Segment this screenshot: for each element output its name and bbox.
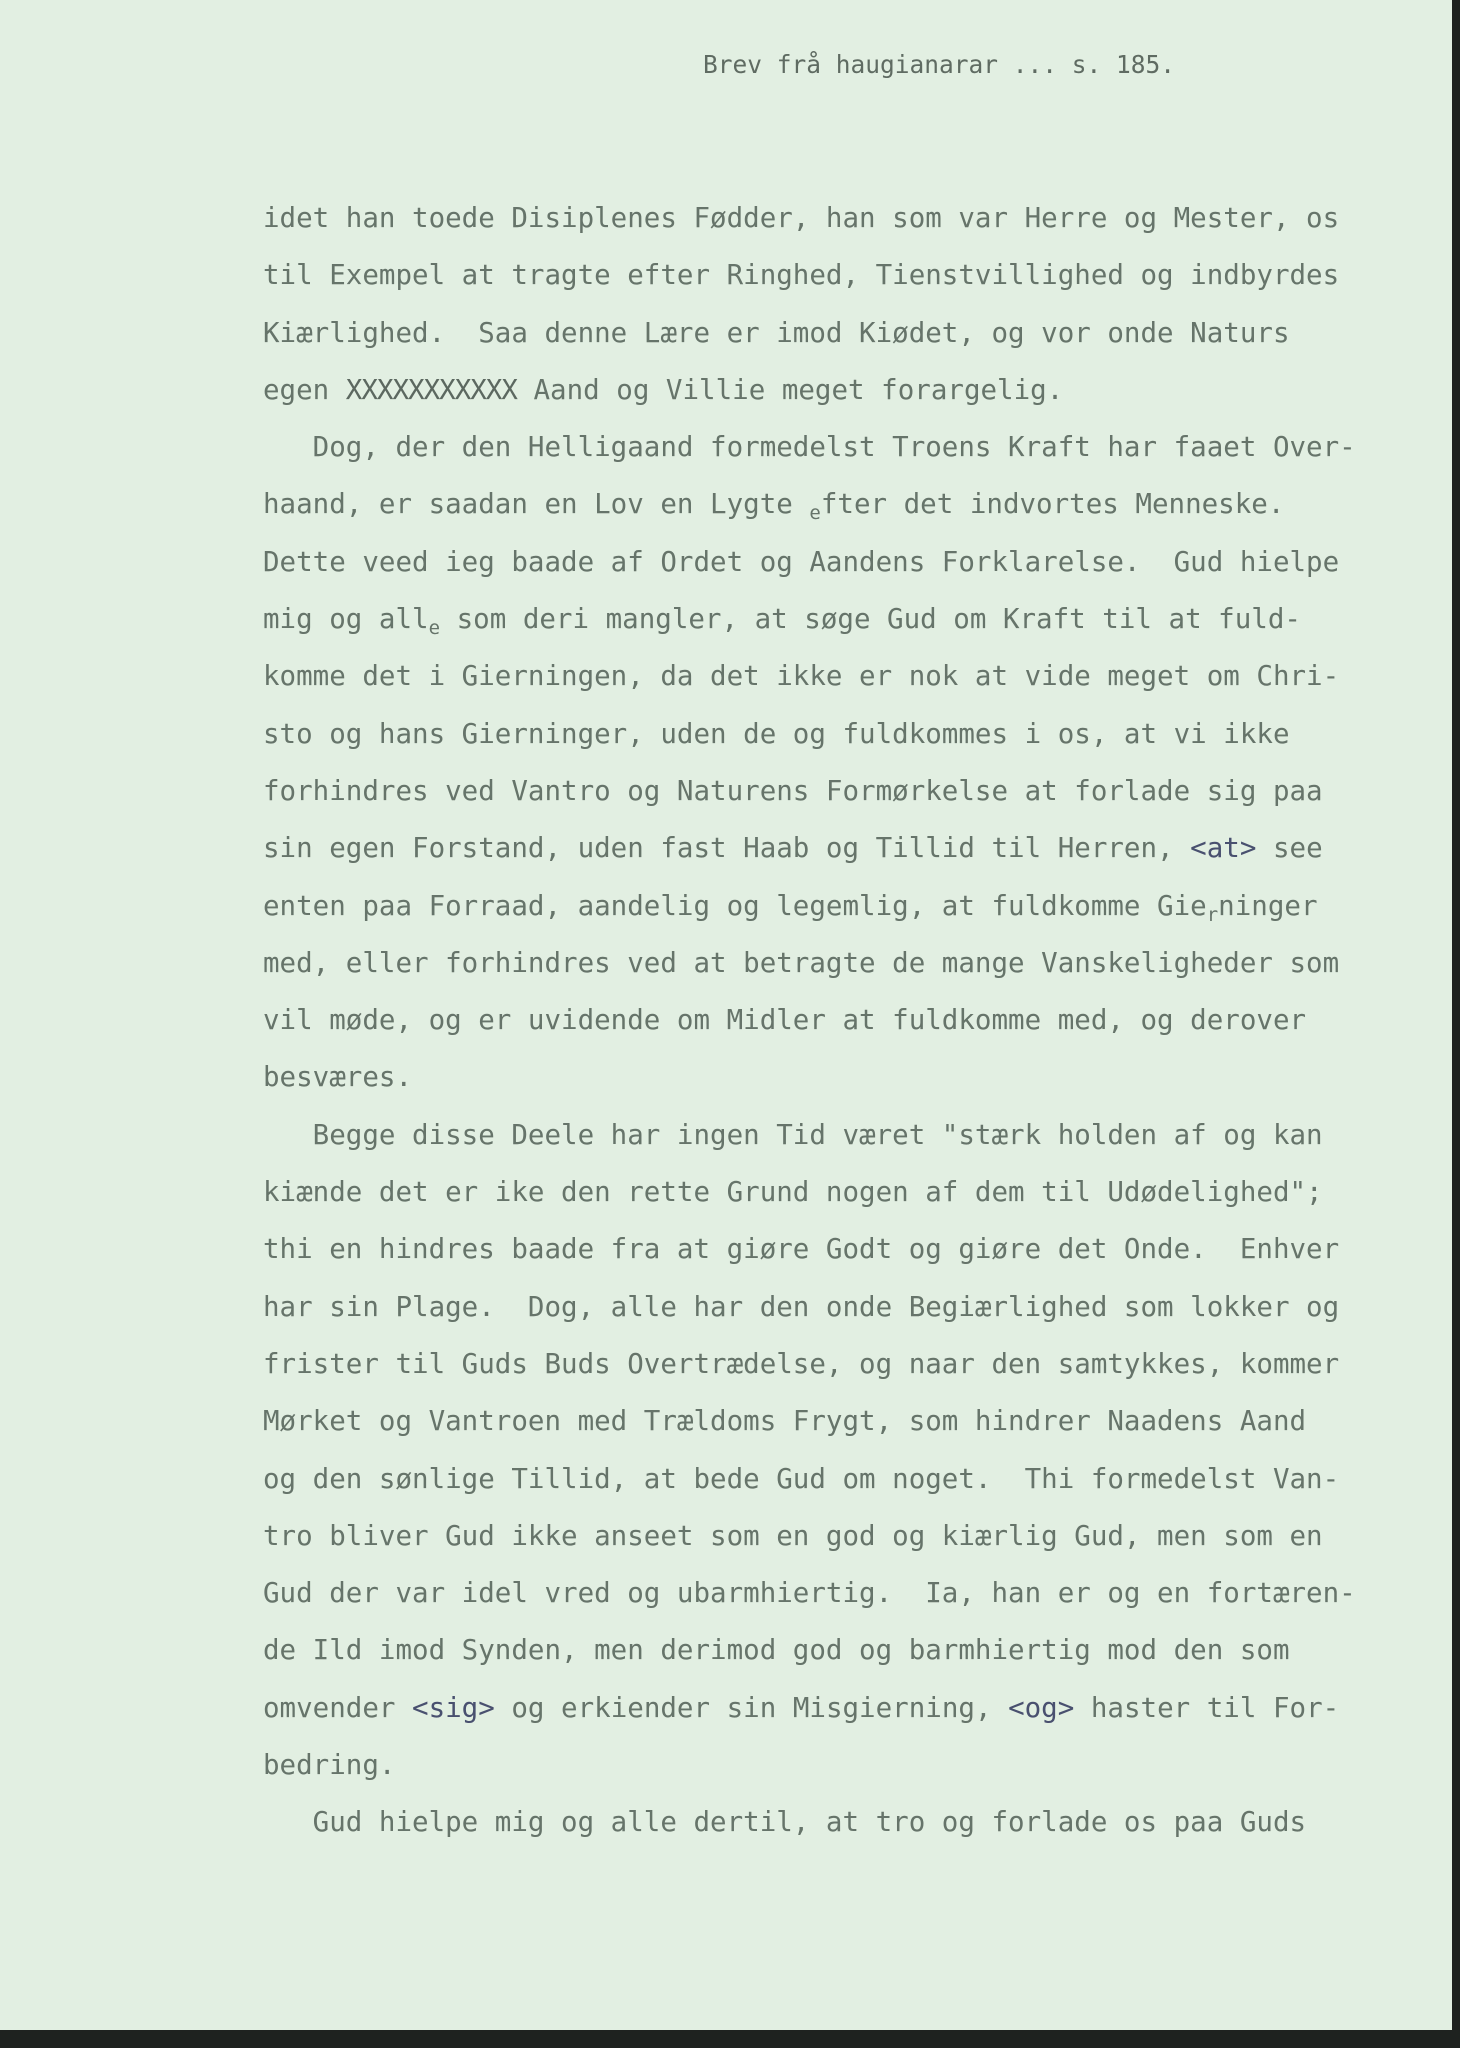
text-line: med, eller forhindres ved at betragte de mange Vanskeligheder som [263,946,1340,979]
subscript-correction: e [809,502,821,525]
text-segment: see [1256,832,1323,865]
text-line: de Ild imod Synden, men derimod god og barmhiertig mod den som [263,1634,1290,1667]
text-line [263,820,1423,877]
text-segment: fter det indvortes Menneske. [820,488,1285,521]
text-segment: haster til For- [1074,1691,1340,1724]
struck-out-text: XXXXXXXXXXX [345,373,517,406]
text-line: vil møde, og er uvidende om Midler at fuldkomme med, og derover [263,1004,1307,1037]
text-line: til Exempel at tragte efter Ringhed, Tienstvillighed og indbyrdes [263,259,1340,292]
text-line: kiænde det er ike den rette Grund nogen af dem til Udødelighed"; [263,1176,1323,1209]
text-line [263,1680,1423,1737]
text-segment: som deri mangler, at søge Gud om Kraft til at fuld- [440,603,1301,636]
text-line: Dette veed ieg baade af Ordet og Aandens Forklarelse. Gud hielpe [263,545,1340,578]
text-line: Dog, der den Helligaand formedelst Troens Kraft har faaet Over- [263,431,1356,464]
text-line [263,591,1423,648]
text-segment: mig og all [263,603,429,636]
text-segment: og erkiender sin Misgierning, [494,1691,1009,1724]
letter-body [263,190,1423,1852]
text-line: Gud hielpe mig og alle dertil, at tro og forlade os paa Guds [263,1806,1307,1839]
handwritten-insertion: <at> [1190,832,1257,865]
text-segment: omvender [263,1691,413,1724]
text-line [263,878,1423,935]
text-segment: haand, er saadan en Lov en Lygte [263,488,810,521]
page-header: Brev frå haugianarar ... s. 185. [703,50,1176,79]
text-line: og den sønlige Tillid, at bede Gud om noget. Thi formedelst Van- [263,1462,1340,1495]
text-line: frister til Guds Buds Overtrædelse, og naar den samtykkes, kommer [263,1347,1340,1380]
text-line: Begge disse Deele har ingen Tid været "stærk holden af og kan [263,1118,1323,1151]
text-line: bedring. [263,1749,396,1782]
text-segment: Aand og Villie meget forargelig. [516,373,1064,406]
text-line: komme det i Gierningen, da det ikke er nok at vide meget om Chri- [263,660,1340,693]
text-line: tro bliver Gud ikke anseet som en god og kiærlig Gud, men som en [263,1519,1323,1552]
text-line: sto og hans Gierninger, uden de og fuldkommes i os, at vi ikke [263,717,1290,750]
text-line: Gud der var idel vred og ubarmhiertig. Ia, han er og en fortæren- [263,1577,1356,1610]
text-segment: ninger [1218,889,1318,922]
text-line: Mørket og Vantroen med Trældoms Frygt, som hindrer Naadens Aand [263,1405,1307,1438]
handwritten-insertion: <sig> [412,1691,495,1724]
text-line: idet han toede Disiplenes Fødder, han som var Herre og Mester, os [263,202,1340,234]
text-segment: sin egen Forstand, uden fast Haab og Tillid til Herren, [263,832,1191,865]
text-line: har sin Plage. Dog, alle har den onde Begiærlighed som lokker og [263,1290,1340,1323]
text-line: besværes. [263,1061,413,1094]
text-line [263,362,1423,419]
text-segment: enten paa Forraad, aandelig og legemlig, at fuldkomme Gie [263,889,1207,922]
text-line: thi en hindres baade fra at giøre Godt og giøre det Onde. Enhver [263,1233,1340,1266]
text-line [263,476,1423,533]
subscript-correction: r [1206,903,1219,926]
text-segment: egen [263,373,346,406]
subscript-correction: e [428,617,441,640]
text-line: Kiærlighed. Saa denne Lære er imod Kiødet, og vor onde Naturs [263,316,1290,349]
handwritten-insertion: <og> [1008,1691,1075,1724]
text-line: forhindres ved Vantro og Naturens Formørkelse at forlade sig paa [263,774,1323,807]
